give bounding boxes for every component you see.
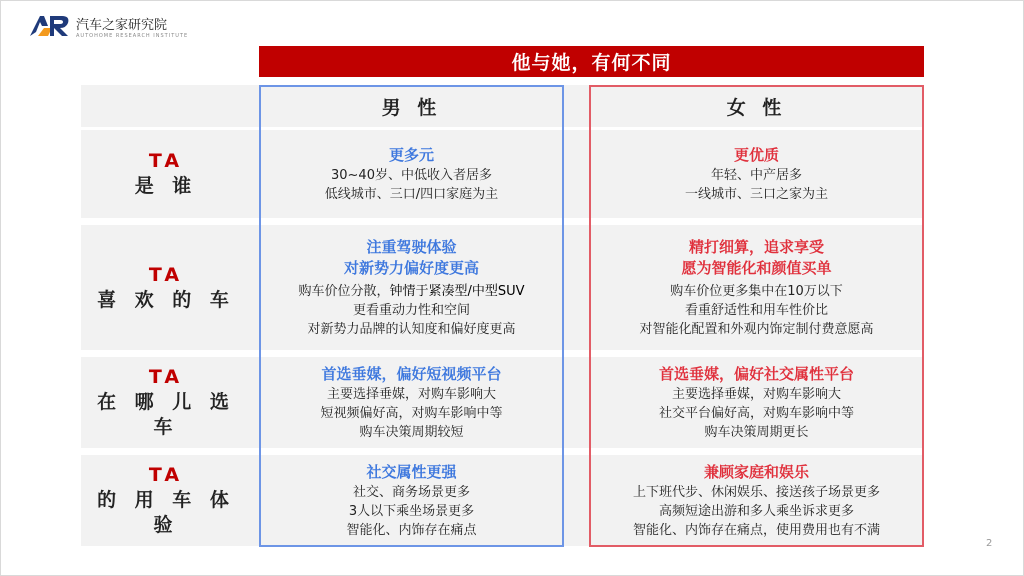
male-column-outline [259, 85, 564, 547]
row-label-ta: TA [148, 366, 184, 389]
cell-headline: 首选垂媒，偏好社交属性平台 [658, 364, 854, 383]
cell-line: 社交平台偏好高，对购车影响中等 [658, 405, 854, 421]
cell-line-prefix: 购车价位分散， [298, 283, 390, 299]
cell-line: 对新势力品牌的认知度和偏好度更高 [307, 321, 516, 337]
row-label-ta: TA [148, 464, 184, 487]
column-header-male: 男 性 [381, 96, 442, 119]
cell-line: 主要选择垂媒，对购车影响大 [671, 386, 841, 402]
row-label-cars [81, 225, 251, 350]
cell-line-emphasis: 钟情于紧凑型/中型SUV [389, 283, 525, 299]
brand-subtitle: AUTOHOME RESEARCH INSTITUTE [76, 33, 189, 39]
cell-line: 看重舒适性和用车性价比 [684, 302, 828, 318]
cell-line: 购车价位更多集中在10万以下 [670, 283, 843, 299]
cell-line: 上下班代步、休闲娱乐、接送孩子场景更多 [632, 484, 880, 500]
brand-name: 汽车之家研究院 [76, 18, 168, 33]
cell-line: 智能化、内饰存在痛点 [346, 522, 477, 538]
cell-headline: 兼顾家庭和娱乐 [703, 462, 809, 481]
row-label-text: 喜 欢 的 车 [97, 288, 235, 311]
cell-line: 3人以下乘坐场景更多 [348, 503, 475, 519]
cell-line: 一线城市、三口之家为主 [684, 186, 828, 202]
cell-headline: 社交属性更强 [366, 462, 457, 481]
cell-line: 30~40岁、中低收入者居多 [331, 167, 492, 183]
row-label-text: 是 谁 [134, 175, 198, 197]
row-label-text: 的 用 车 体 验 [97, 489, 235, 536]
cell-line: 更看重动力性和空间 [352, 302, 470, 318]
cell-line: 主要选择垂媒，对购车影响大 [326, 386, 496, 402]
slide-title: 他与她，有何不同 [259, 46, 924, 77]
cell-headline: 注重驾驶体验 [366, 237, 457, 256]
logo-mark-icon [28, 14, 72, 38]
cell-line: 高频短途出游和多人乘坐诉求更多 [658, 503, 854, 519]
cell-headline: 对新势力偏好度更高 [343, 258, 479, 277]
cell-headline: 更多元 [388, 145, 434, 164]
cell-headline: 首选垂媒，偏好短视频平台 [321, 364, 502, 383]
row-label-ta: TA [148, 263, 184, 286]
female-column-outline [589, 85, 924, 547]
cell-line: 对智能化配置和外观内饰定制付费意愿高 [639, 321, 874, 337]
row-label-experience [81, 455, 251, 546]
cell-headline: 愿为智能化和颜值买单 [681, 258, 832, 277]
column-header-female: 女 性 [726, 96, 787, 119]
cell-line: 短视频偏好高，对购车影响中等 [320, 405, 503, 421]
row-label-who [81, 130, 251, 218]
row-label-where [81, 357, 251, 448]
row-label-text: 在 哪 儿 选 车 [97, 391, 235, 438]
cell-line: 购车决策周期更长 [704, 424, 809, 440]
cell-headline: 精打细算，追求享受 [688, 237, 824, 256]
cell-line: 社交、商务场景更多 [352, 484, 470, 500]
row-label-ta: TA [148, 150, 184, 173]
cell-line: 年轻、中产居多 [710, 167, 802, 183]
cell-line: 购车决策周期较短 [359, 424, 464, 440]
cell-line: 智能化、内饰存在痛点，使用费用也有不满 [632, 522, 880, 538]
page-number: 2 [986, 538, 993, 549]
cell-headline: 更优质 [733, 145, 779, 164]
cell-line: 低线城市、三口/四口家庭为主 [324, 186, 499, 202]
